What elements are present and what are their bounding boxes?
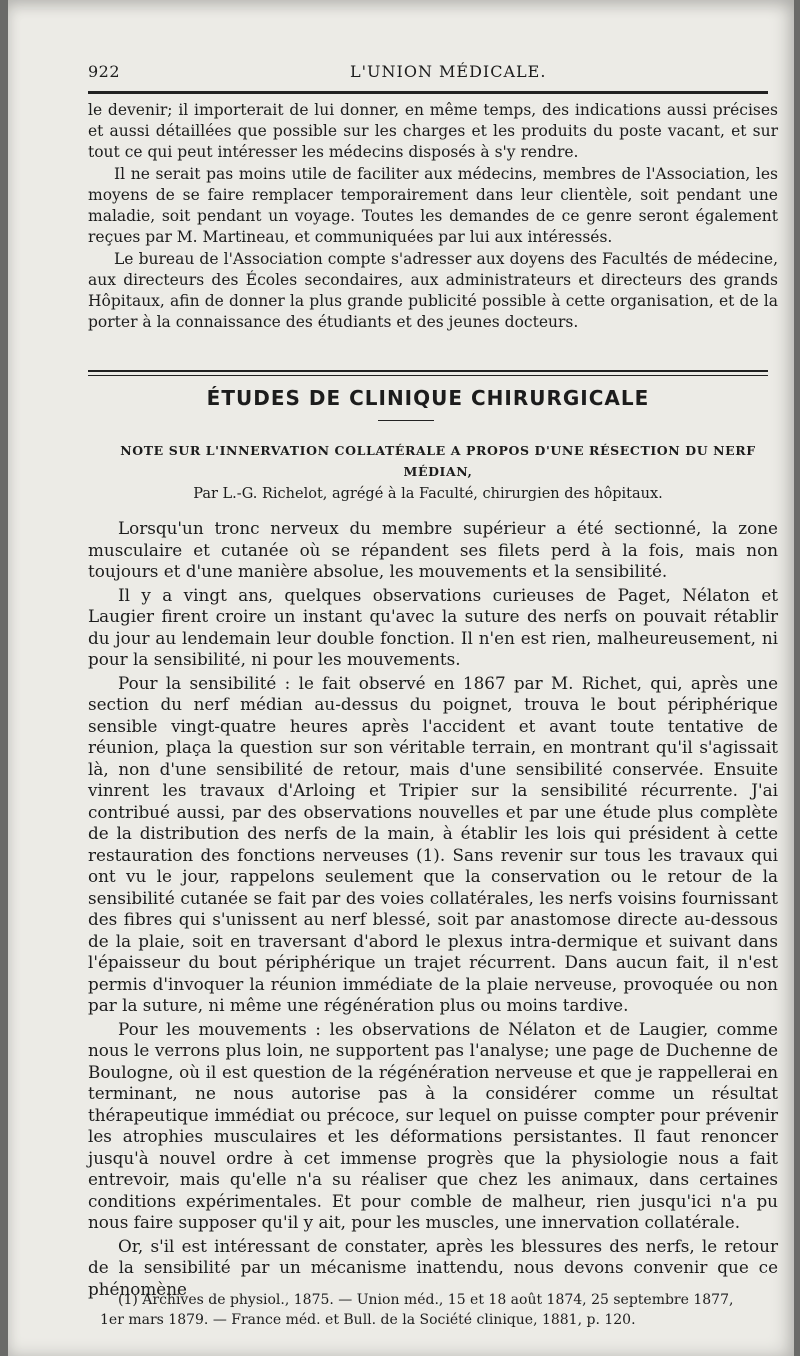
intro-paragraph: le devenir; il importerait de lui donner, en même temps, des indications aussi précises et aussi détaillées que possible sur les charges et les produits du poste vacant, et sur tout ce qui peut intéresser les médecins disposés à s'y rendre.	[88, 101, 778, 161]
note-title-line: MÉDIAN,	[403, 464, 473, 479]
body-paragraph: Il y a vingt ans, quelques observations curieuses de Paget, Nélaton et Laugier firent croire un instant qu'avec la suture des nerfs on pouvait rétablir du jour au lendemain leur double fonction. Il n'en est rien, malheureusement, ni pour la sensibilité, ni pour les mouvements.	[88, 584, 778, 669]
running-title: L'UNION MÉDICALE.	[350, 62, 547, 81]
intro-text	[88, 100, 778, 334]
section-title: ÉTUDES DE CLINIQUE CHIRURGICALE	[206, 386, 650, 410]
footnote-line: 1er mars 1879. — France méd. et Bull. de la Société clinique, 1881, p. 120.	[100, 1312, 636, 1328]
note-title	[108, 440, 768, 482]
body-paragraph: Pour la sensibilité : le fait observé en 1867 par M. Richet, qui, après une section du nerf médian au-dessus du poignet, trouva le bout périphérique sensible vingt-quatre heures après l'accident et avant toute tentative de réunion, plaça la question sur son véritable terrain, en montrant qu'il s'agissait là, non d'une sensibilité de retour, mais d'une sensibilité conservée. Ensuite vinrent les travaux d'Arloing et Tripier sur la sensibilité récurrente. J'ai contribué aussi, par des observations nouvelles et par une étude plus complète de la distribution des nerfs de la main, à établir les lois qui président à cette restauration des fonctions nerveuses (1). Sans revenir sur tous les travaux qui ont vu le jour, rappelons seulement que la conservation ou le retour de la sensibilité cutanée se fait par des voies collatérales, les nerfs voisins fournissant des fibres qui s'unissent au nerf blessé, soit par anastomose directe au-dessous de la plaie, soit en traversant d'abord le plexus intra-dermique et suivant dans l'épaisseur du bout périphérique un trajet récurrent. Dans aucun fait, il n'est permis d'invoquer la réunion immédiate de la plaie nerveuse, provoquée ou non par la suture, ni même une régénération plus ou moins tardive.	[88, 672, 778, 1015]
author-byline: Par L.-G. Richelot, agrégé à la Faculté, chirurgien des hôpitaux.	[193, 486, 663, 502]
intro-paragraph: Le bureau de l'Association compte s'adresser aux doyens des Facultés de médecine, aux directeurs des Écoles secondaires, aux administrateurs et directeurs des grands Hôpitaux, afin de donner la plus grande publicité possible à cette organisation, et de la porter à la connaissance des étudiants et des jeunes docteurs.	[88, 250, 778, 331]
footnote-line: (1) Archives de physiol., 1875. — Union méd., 15 et 18 août 1874, 25 septembre 1877,	[118, 1292, 734, 1308]
body-paragraph: Lorsqu'un tronc nerveux du membre supérieur a été sectionné, la zone musculaire et cutanée où se répandent ses filets perd à la fois, mais non toujours et d'une manière absolue, les mouvements et la sensibilité.	[88, 518, 778, 581]
section-rule-thin	[88, 375, 768, 376]
running-header	[88, 62, 768, 86]
journal-page	[8, 0, 794, 1356]
note-title-line: NOTE SUR L'INNERVATION COLLATÉRALE A PROPOS D'UNE RÉSECTION DU NERF	[120, 443, 756, 458]
body-paragraph: Pour les mouvements : les observations de Nélaton et de Laugier, comme nous le verrons plus loin, ne supportent pas l'analyse; une page de Duchenne de Boulogne, où il est question de la régénération nerveuse et que je rappellerai en terminant, ne nous autorise pas à la considérer comme un résultat thérapeutique immédiat ou précoce, sur lequel on puisse compter pour prévenir les atrophies musculaires et les déformations persistantes. Il faut renoncer jusqu'à nouvel ordre à cet immense progrès que la physiologie nous a fait entrevoir, mais qu'elle n'a su réaliser que chez les animaux, dans certaines conditions expérimentales. Et pour comble de malheur, rien jusqu'ici n'a pu nous faire supposer qu'il y ait, pour les muscles, une innervation collatérale.	[88, 1018, 778, 1232]
section-rule	[88, 370, 768, 372]
header-rule	[88, 91, 768, 94]
intro-paragraph: Il ne serait pas moins utile de faciliter aux médecins, membres de l'Association, les moyens de se faire remplacer temporairement dans leur clientèle, soit pendant une maladie, soit pendant un voyage. Toutes les demandes de ce genre seront également reçues par M. Martineau, et communiquées par lui aux intéressés.	[88, 165, 778, 246]
footnote	[100, 1290, 790, 1330]
page-number: 922	[88, 62, 121, 81]
title-divider	[378, 420, 434, 421]
body-paragraph: Or, s'il est intéressant de constater, après les blessures des nerfs, le retour de la sensibilité par un mécanisme inattendu, nous devons convenir que ce phénomène	[88, 1235, 778, 1299]
article-body	[88, 518, 778, 1302]
